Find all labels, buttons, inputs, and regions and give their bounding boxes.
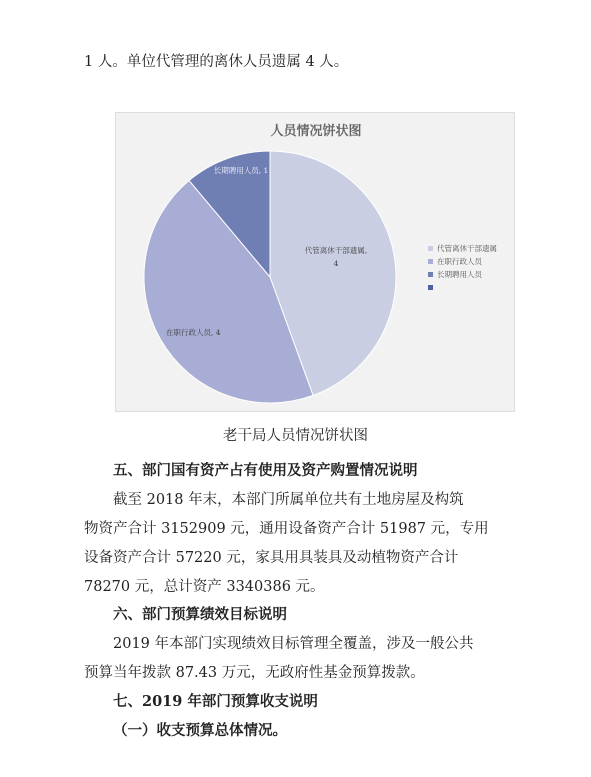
legend-swatch-4 (428, 285, 433, 290)
legend-label-2: 在职行政人员 (437, 257, 482, 266)
pie-data-label-3: 长期聘用人员, 1 (213, 166, 269, 175)
paragraph-5-line-2: 物资产合计 3152909 元，通用设备资产合计 51987 元，专用 (84, 521, 489, 537)
legend-label-3: 长期聘用人员 (437, 270, 482, 279)
section-heading-5: 五、部门国有资产占有使用及资产购置情况说明 (113, 462, 418, 479)
pie-data-label-1: 代管离休干部遗属, 4 (304, 246, 368, 268)
pie-data-label-2: 在职行政人员, 4 (166, 328, 221, 337)
paragraph-5-line-3: 设备资产合计 57220 元，家具用具装具及动植物资产合计 (84, 550, 459, 566)
section-heading-7: 七、2019 年部门预算收支说明 (113, 693, 318, 710)
paragraph-6-line-1: 2019 年本部门实现绩效目标管理全覆盖，涉及一般公共 (113, 636, 474, 652)
legend-swatch-1 (428, 246, 433, 251)
legend-label-1: 代管离休干部遗属 (437, 244, 497, 253)
paragraph-5-line-4: 78270 元，总计资产 3340386 元。 (84, 579, 325, 595)
section-heading-6: 六、部门预算绩效目标说明 (113, 606, 287, 623)
legend-swatch-2 (428, 259, 433, 264)
pie-chart (116, 113, 516, 413)
chart-frame (115, 112, 515, 412)
chart-title: 人员情况饼状图 (270, 124, 362, 139)
paragraph-6-line-2: 预算当年拨款 87.43 万元，无政府性基金预算拨款。 (84, 665, 425, 681)
body-line-1: 1 人。单位代管理的离休人员遗属 4 人。 (84, 54, 349, 70)
chart-caption: 老干局人员情况饼状图 (223, 428, 368, 444)
paragraph-5-line-1: 截至 2018 年末，本部门所属单位共有土地房屋及构筑 (113, 492, 464, 508)
section-heading-7-1: （一）收支预算总体情况。 (113, 722, 287, 739)
legend-swatch-3 (428, 272, 433, 277)
